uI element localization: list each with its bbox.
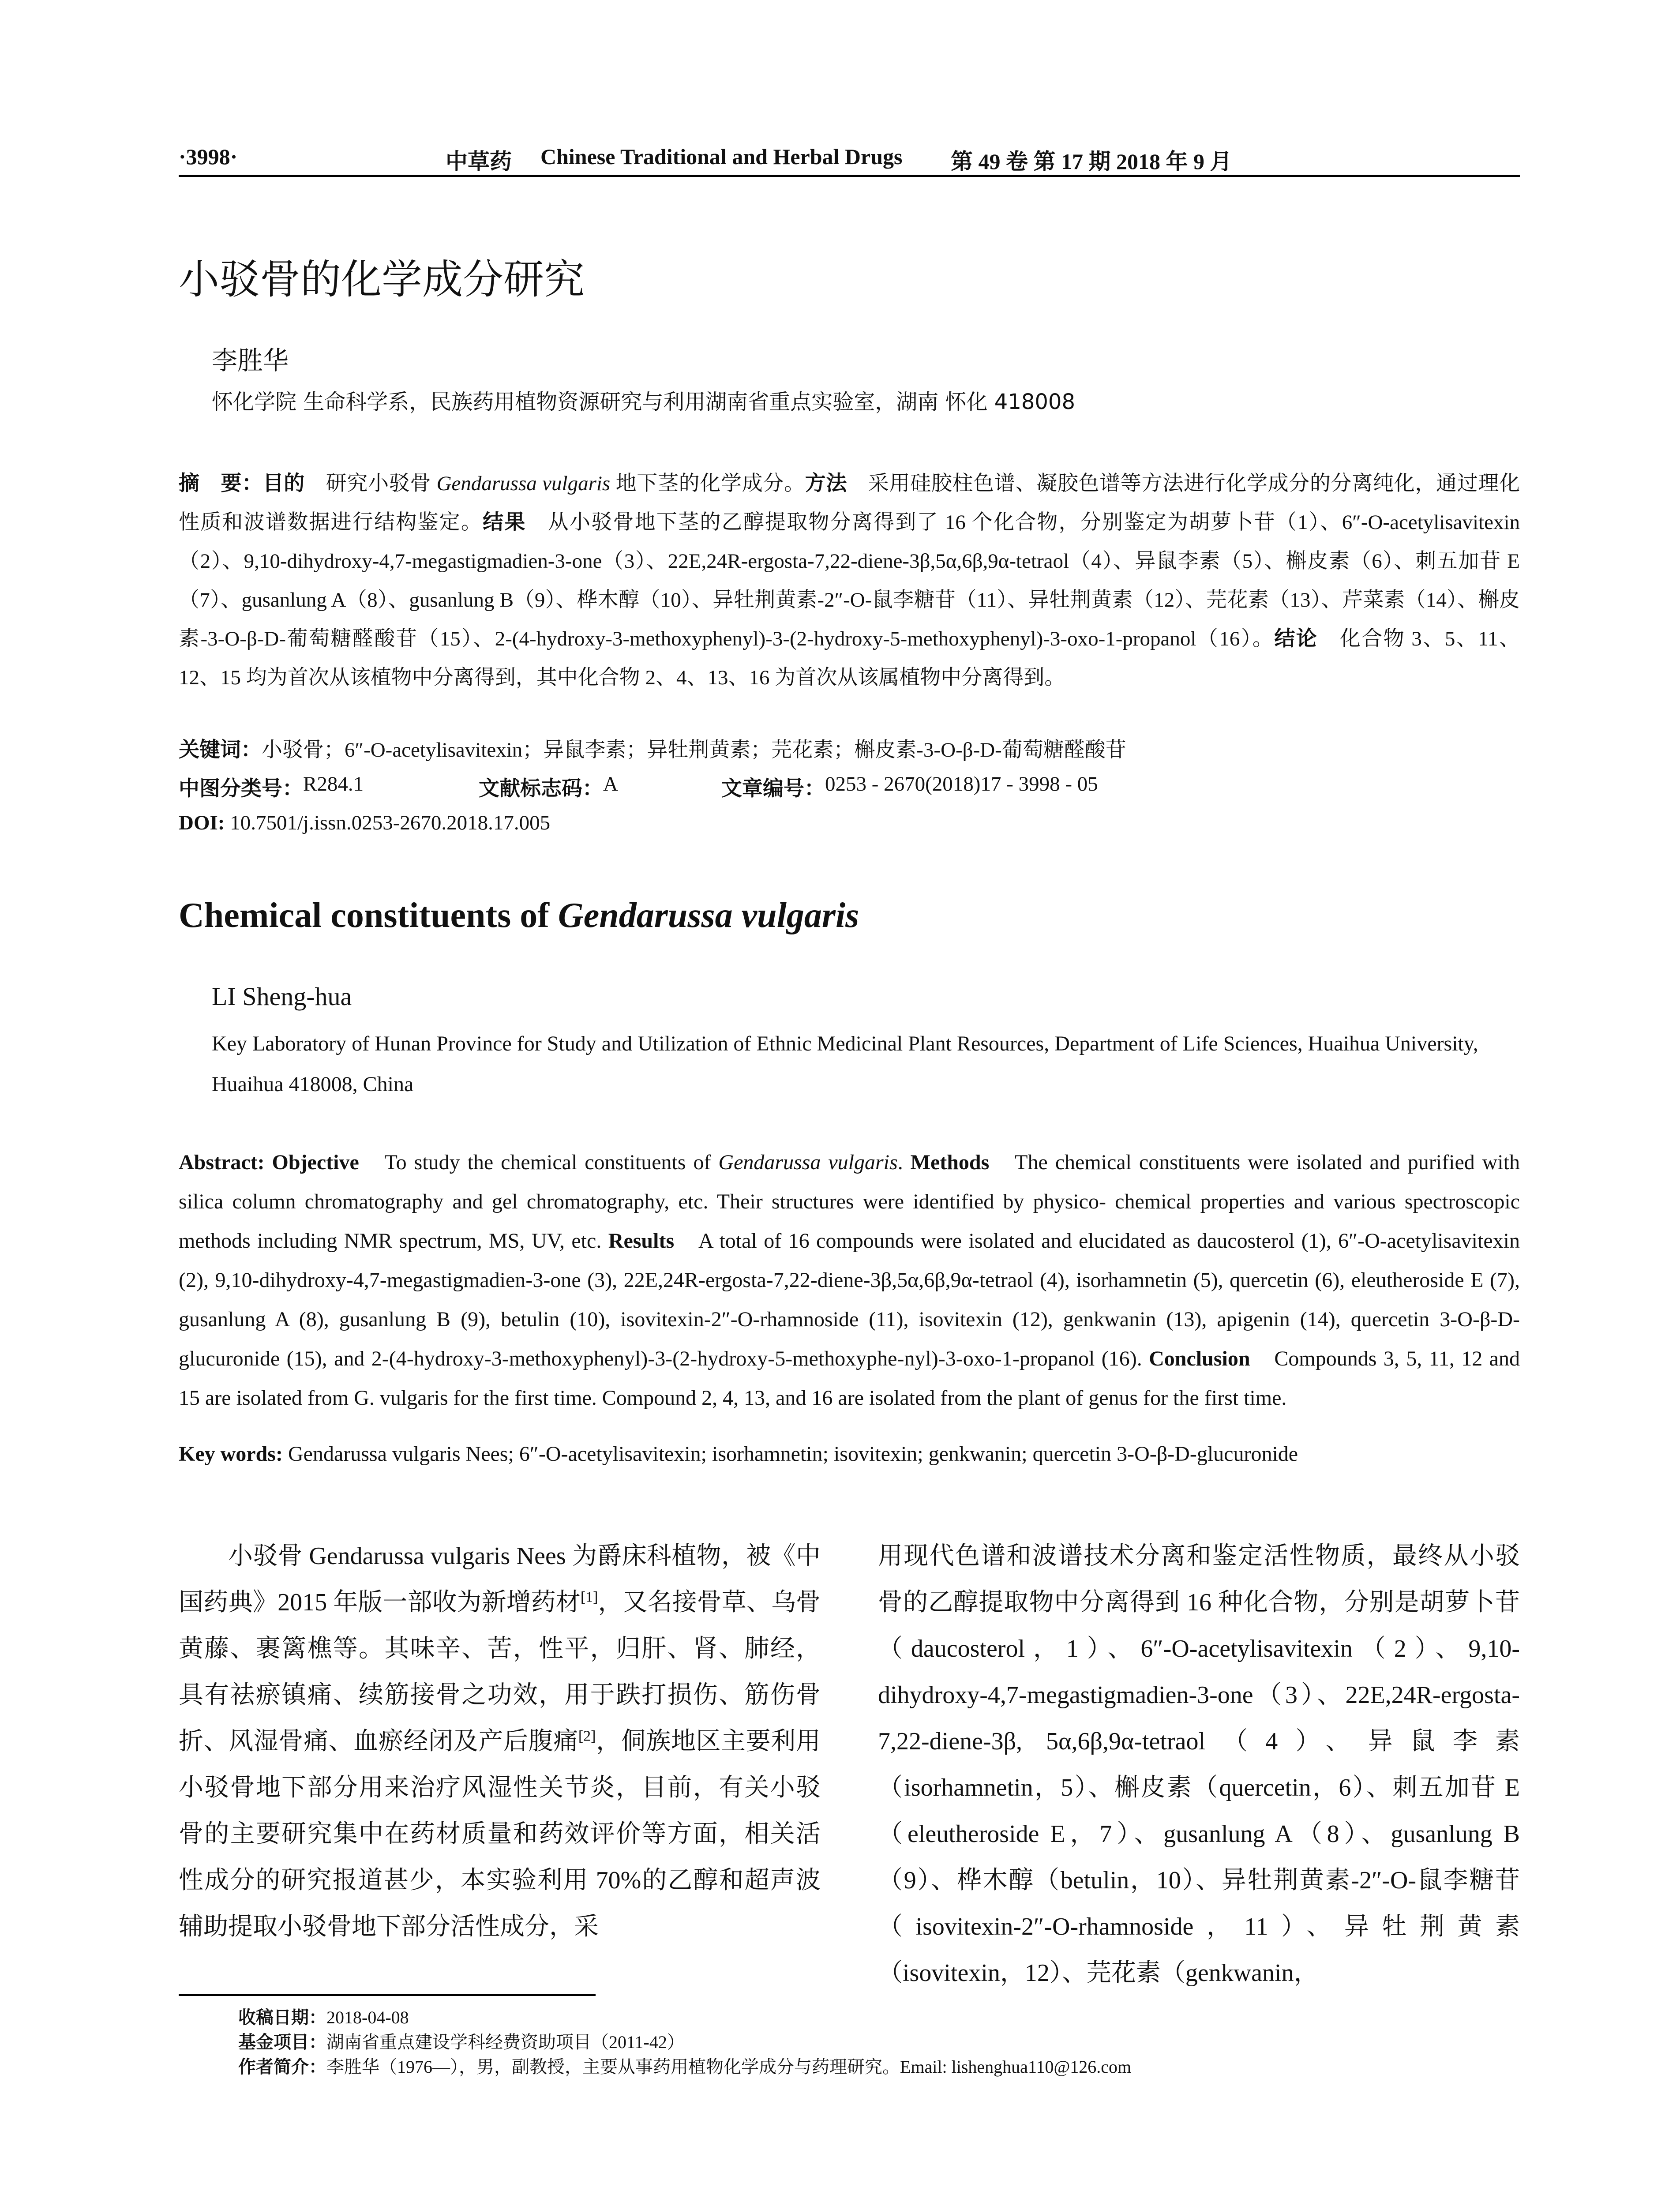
doi-value: 10.7501/j.issn.0253-2670.2018.17.005 — [225, 811, 551, 834]
journal-name-cn: 中草药 — [446, 148, 512, 174]
citation-2[interactable]: [2] — [578, 1728, 596, 1745]
article-no-label: 文章编号： — [721, 777, 825, 801]
abstract-cn-objective-text: 研究小驳骨 — [326, 472, 437, 495]
author-cn: 李胜华 — [212, 345, 289, 375]
abstract-en-objective-text: To study the chemical constituents of — [359, 1151, 719, 1174]
abstract-en-species: Gendarussa vulgaris — [718, 1151, 898, 1174]
affiliation-en: Key Laboratory of Hunan Province for Study and Utilization of Ethnic Medicinal Plant Resources, Department of Life Sciences, Huaihua University, Huaihua 418008, China — [212, 1032, 1478, 1096]
article-title-cn: 小驳骨的化学成分研究 — [179, 256, 585, 303]
keywords-cn-label: 关键词： — [179, 738, 262, 762]
footnote-funding-label: 基金项目： — [238, 2032, 326, 2052]
footnotes — [238, 2005, 1131, 2079]
abstract-cn-conclusion-text: 化合物 3、5、11、12、15 均为首次从该植物中分离得到，其中化合物 2、4、13、16 为首次从该属植物中分离得到。 — [179, 627, 1520, 689]
footnote-funding-text: 湖南省重点建设学科经费资助项目（2011-42） — [326, 2032, 685, 2052]
title-en-species: Gendarussa vulgaris — [558, 896, 859, 935]
abstract-cn-results-text: 从小驳骨地下茎的乙醇提取物分离得到了 16 个化合物，分别鉴定为胡萝卜苷（1）、6″-O-acetylisavitexin（2）、9,10-dihydroxy-4,7-megastigmadien-3-one（3）、22E,24R-ergosta-7,22-diene-3β,5α,6β,9α-tetraol（4）、异鼠李素（5）、槲皮素（6）、刺五加苷 E（7）、gusanlung A（8）、gusanlung B（9）、桦木醇（10）、异牡荆黄素-2″-O-鼠李糖苷（11）、异牡荆黄素（12）、芫花素（13）、芹菜素（14）、槲皮素-3-O-β-D-葡萄糖醛酸苷（15）、2-(4-hydroxy-3-methoxyphenyl)-3-(2-hydroxy-5-methoxyphenyl)-3-oxo-1-propanol（16）。 — [179, 511, 1520, 650]
abstract-en-objective-end: . — [897, 1151, 911, 1174]
clc-label: 中图分类号： — [179, 777, 303, 801]
abstract-cn — [179, 464, 1520, 697]
keywords-en-label: Key words: — [179, 1442, 283, 1466]
footnote-author-bio-label: 作者简介： — [238, 2057, 326, 2077]
footnote-divider — [179, 1994, 596, 1996]
abstract-cn-conclusion-label: 结论 — [1274, 627, 1318, 651]
footnote-funding — [238, 2030, 1131, 2055]
footnote-author-bio — [238, 2055, 1131, 2079]
abstract-en-lead: Abstract: Objective — [179, 1151, 359, 1174]
abstract-cn-results-label: 结果 — [483, 510, 526, 534]
abstract-en-results-text: A total of 16 compounds were isolated and elucidated as daucosterol (1), 6″-O-acetylisavitexin (2), 9,10-dihydroxy-4,7-megastigmadien-3-one (3), 22E,24R-ergosta-7,22-diene-3β,5α,6β,9α-tetraol (4), isorhamnetin (5), quercetin (6), eleutheroside E (7), gusanlung A (8), gusanlung B (9), betulin (10), isovitexin-2″-O-rhamnoside (11), isovitexin (12), genkwanin (13), apigenin (14), quercetin 3-O-β-D-glucuronide (15), and 2-(4-hydroxy-3-methoxyphenyl)-3-(2-hydroxy-5-methoxyphe-nyl)-3-oxo-1-propanol (16). — [179, 1229, 1520, 1370]
footnote-received-label: 收稿日期： — [238, 2007, 326, 2028]
body-column-left — [179, 1533, 821, 1950]
author-en: LI Sheng-hua — [212, 982, 352, 1011]
body-right-text: 用现代色谱和波谱技术分离和鉴定活性物质，最终从小驳骨的乙醇提取物中分离得到 16 种化合物，分别是胡萝卜苷（daucosterol，1）、6″-O-acetylisavitexin（2）、9,10-dihydroxy-4,7-megastigmadien-3-one（3）、22E,24R-ergosta-7,22-diene-3β, 5α,6β,9α-tetraol（4）、异鼠李素（isorhamnetin，5）、槲皮素（quercetin，6）、刺五加苷 E（eleutheroside E，7）、gusanlung A（8）、gusanlung B（9）、桦木醇（betulin，10）、异牡荆黄素-2″-O-鼠李糖苷（isovitexin-2″-O-rhamnoside，11）、异牡荆黄素（isovitexin，12）、芫花素（genkwanin， — [878, 1542, 1520, 1987]
abstract-cn-methods-label: 方法 — [805, 471, 848, 495]
footnote-received — [238, 2005, 1131, 2030]
doc-code-label: 文献标志码： — [479, 777, 603, 801]
article-title-en — [179, 896, 859, 936]
affiliation-cn: 怀化学院 生命科学系，民族药用植物资源研究与利用湖南省重点实验室，湖南 怀化 418008 — [212, 390, 1076, 414]
abstract-cn-objective-text2: 地下茎的化学成分。 — [610, 472, 805, 495]
abstract-en-results-label: Results — [608, 1229, 675, 1253]
abstract-cn-objective-label: 目的 — [262, 471, 305, 495]
body-left-text-1: 小驳骨 Gendarussa vulgaris Nees 为爵床科植物，被《中国药典》2015 年版一部收为新增药材 — [179, 1542, 821, 1616]
keywords-en-text: Gendarussa vulgaris Nees; 6″-O-acetylisavitexin; isorhamnetin; isovitexin; genkwanin; quercetin 3-O-β-D-glucuronide — [282, 1442, 1298, 1466]
abstract-en — [179, 1143, 1520, 1418]
doi-label: DOI: — [179, 811, 225, 834]
body-column-right — [878, 1533, 1520, 1996]
article-no-value: 0253 - 2670(2018)17 - 3998 - 05 — [825, 773, 1098, 795]
clc-value: R284.1 — [303, 773, 364, 795]
abstract-cn-species: Gendarussa vulgaris — [436, 472, 611, 495]
keywords-cn — [179, 733, 1126, 763]
abstract-en-conclusion-label: Conclusion — [1149, 1347, 1250, 1370]
journal-name-en: Chinese Traditional and Herbal Drugs — [540, 144, 903, 169]
citation-1[interactable]: [1] — [580, 1589, 598, 1606]
abstract-en-methods-text: The chemical constituents were isolated and purified with silica column chromatography and gel chromatography, etc. Their structures were identified by physico- chemical properties and various spectroscopic methods including NMR spectrum, MS, UV, etc. — [179, 1151, 1520, 1253]
running-header — [179, 140, 1520, 177]
doi-line — [179, 811, 550, 835]
footnote-received-text: 2018-04-08 — [326, 2007, 409, 2027]
abstract-cn-methods-text: 采用硅胶柱色谱、凝胶色谱等方法进行化学成分的分离纯化，通过理化性质和波谱数据进行结构鉴定。 — [179, 472, 1520, 534]
title-en-prefix: Chemical constituents of — [179, 896, 558, 935]
footnote-author-bio-text: 李胜华（1976—），男，副教授，主要从事药用植物化学成分与药理研究。Email: lishenghua110@126.com — [326, 2057, 1132, 2077]
body-left-text-2: ，又名接骨草、乌骨黄藤、裹篱樵等。其味辛、苦，性平，归肝、肾、肺经，具有祛瘀镇痛、续筋接骨之功效，用于跌打损伤、筋伤骨折、风湿骨痛、血瘀经闭及产后腹痛 — [179, 1589, 821, 1755]
keywords-cn-text: 小驳骨；6″-O-acetylisavitexin；异鼠李素；异牡荆黄素；芫花素；槲皮素-3-O-β-D-葡萄糖醛酸苷 — [262, 739, 1126, 762]
keywords-en — [179, 1442, 1520, 1466]
issue-info: 第 49 卷 第 17 期 2018 年 9 月 — [951, 149, 1232, 174]
doc-code-value: A — [603, 773, 618, 795]
abstract-cn-lead: 摘 要： — [179, 471, 263, 495]
abstract-en-conclusion-text: Compounds 3, 5, 11, 12 and 15 are isolated from G. vulgaris for the first time. Compound 2, 4, 13, and 16 are isolated from the plant of genus for the first time. — [179, 1347, 1520, 1410]
page-number: ·3998· — [179, 144, 238, 169]
body-left-text-3: ，侗族地区主要利用小驳骨地下部分用来治疗风湿性关节炎，目前，有关小驳骨的主要研究集中在药材质量和药效评价等方面，相关活性成分的研究报道甚少，本实验利用 70%的乙醇和超声波辅助提取小驳骨地下部分活性成分，采 — [179, 1728, 821, 1940]
abstract-en-methods-label: Methods — [910, 1151, 990, 1174]
